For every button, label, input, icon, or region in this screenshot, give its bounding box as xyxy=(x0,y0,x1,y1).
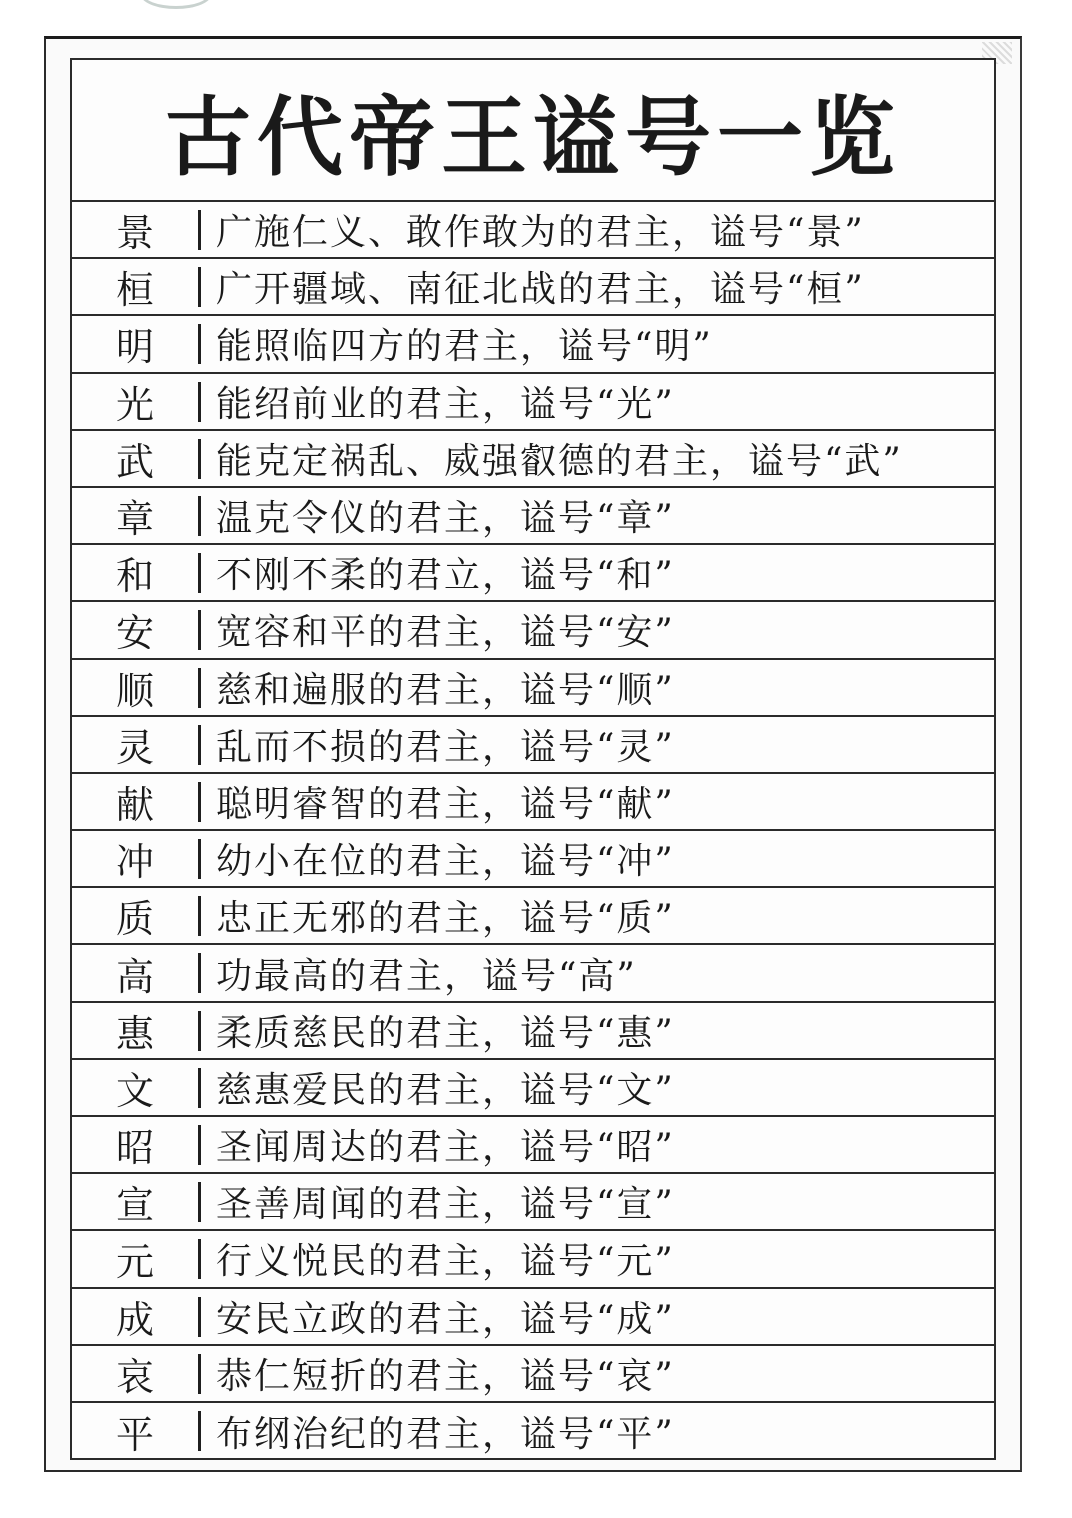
page-title: 古代帝王谥号一览 xyxy=(72,60,994,202)
column-separator xyxy=(198,1182,201,1222)
posthumous-description: 布纲治纪的君主，谥号“平” xyxy=(216,1414,675,1456)
column-separator xyxy=(198,1011,201,1051)
table-row xyxy=(72,1231,994,1288)
table-row xyxy=(72,717,994,774)
posthumous-character: 惠 xyxy=(115,1011,154,1056)
posthumous-character: 哀 xyxy=(115,1354,154,1399)
posthumous-character: 质 xyxy=(115,897,154,942)
table-row xyxy=(72,774,994,831)
posthumous-description: 圣善周闻的君主，谥号“宣” xyxy=(216,1184,675,1226)
column-separator xyxy=(198,324,201,364)
posthumous-character: 和 xyxy=(115,554,154,599)
posthumous-character: 安 xyxy=(115,611,154,656)
table-row xyxy=(72,431,994,488)
posthumous-description: 不刚不柔的君立，谥号“和” xyxy=(216,555,675,597)
table-row xyxy=(72,602,994,659)
posthumous-character: 景 xyxy=(115,211,154,256)
posthumous-description: 宽容和平的君主，谥号“安” xyxy=(216,612,675,654)
posthumous-description: 安民立政的君主，谥号“成” xyxy=(216,1298,675,1340)
posthumous-description: 恭仁短折的君主，谥号“哀” xyxy=(216,1355,675,1397)
column-separator xyxy=(198,839,201,879)
posthumous-character: 昭 xyxy=(115,1126,154,1171)
posthumous-description: 聪明睿智的君主，谥号“献” xyxy=(216,783,675,825)
posthumous-character: 献 xyxy=(115,782,154,827)
table-row xyxy=(72,1174,994,1231)
column-separator xyxy=(198,782,201,822)
posthumous-description: 功最高的君主，谥号“高” xyxy=(216,955,637,997)
posthumous-character: 灵 xyxy=(115,725,154,770)
table-row xyxy=(72,945,994,1002)
table-row xyxy=(72,1117,994,1174)
posthumous-description: 温克令仪的君主，谥号“章” xyxy=(216,498,675,540)
column-separator xyxy=(198,1297,201,1337)
table-row xyxy=(72,316,994,373)
posthumous-character: 冲 xyxy=(115,840,154,885)
posthumous-title-table xyxy=(70,58,996,1460)
column-separator xyxy=(198,1125,201,1165)
posthumous-description: 柔质慈民的君主，谥号“惠” xyxy=(216,1012,675,1054)
table-row xyxy=(72,888,994,945)
column-separator xyxy=(198,668,201,708)
top-strip xyxy=(0,0,1072,36)
posthumous-character: 明 xyxy=(115,325,154,370)
posthumous-character: 文 xyxy=(115,1068,154,1113)
table-row xyxy=(72,259,994,316)
table-row xyxy=(72,831,994,888)
posthumous-description: 圣闻周达的君主，谥号“昭” xyxy=(216,1127,675,1169)
table-row xyxy=(72,1003,994,1060)
avatar xyxy=(140,0,212,9)
column-separator xyxy=(198,496,201,536)
posthumous-character: 元 xyxy=(115,1240,154,1285)
posthumous-description: 能克定祸乱、威强叡德的君主，谥号“武” xyxy=(216,440,903,482)
posthumous-description: 行义悦民的君主，谥号“元” xyxy=(216,1241,675,1283)
posthumous-description: 广开疆域、南征北战的君主，谥号“桓” xyxy=(216,269,865,311)
column-separator xyxy=(198,210,201,250)
column-separator xyxy=(198,1239,201,1279)
posthumous-description: 广施仁义、敢作敢为的君主，谥号“景” xyxy=(216,212,865,254)
table-row xyxy=(72,1346,994,1403)
table-row xyxy=(72,1060,994,1117)
table-row xyxy=(72,374,994,431)
table-row xyxy=(72,1403,994,1460)
posthumous-description: 能照临四方的君主，谥号“明” xyxy=(216,326,713,368)
posthumous-description: 能绍前业的君主，谥号“光” xyxy=(216,383,675,425)
table-row xyxy=(72,1289,994,1346)
table-row xyxy=(72,545,994,602)
column-separator xyxy=(198,1354,201,1394)
column-separator xyxy=(198,553,201,593)
table-row xyxy=(72,488,994,545)
posthumous-description: 慈和遍服的君主，谥号“顺” xyxy=(216,669,675,711)
column-separator xyxy=(198,382,201,422)
posthumous-character: 光 xyxy=(115,382,154,427)
column-separator xyxy=(198,725,201,765)
posthumous-description: 慈惠爱民的君主，谥号“文” xyxy=(216,1069,675,1111)
column-separator xyxy=(198,610,201,650)
column-separator xyxy=(198,953,201,993)
posthumous-character: 宣 xyxy=(115,1183,154,1228)
posthumous-character: 成 xyxy=(115,1297,154,1342)
posthumous-character: 章 xyxy=(115,497,154,542)
column-separator xyxy=(198,1068,201,1108)
posthumous-character: 桓 xyxy=(115,268,154,313)
posthumous-character: 顺 xyxy=(115,668,154,713)
posthumous-character: 高 xyxy=(115,954,154,999)
posthumous-character: 武 xyxy=(115,439,154,484)
column-separator xyxy=(198,267,201,307)
table-rows xyxy=(72,202,994,1460)
column-separator xyxy=(198,1411,201,1451)
column-separator xyxy=(198,439,201,479)
column-separator xyxy=(198,896,201,936)
posthumous-description: 忠正无邪的君主，谥号“质” xyxy=(216,898,675,940)
posthumous-description: 幼小在位的君主，谥号“冲” xyxy=(216,841,675,883)
posthumous-character: 平 xyxy=(115,1413,154,1458)
table-row xyxy=(72,202,994,259)
table-row xyxy=(72,660,994,717)
posthumous-description: 乱而不损的君主，谥号“灵” xyxy=(216,726,675,768)
